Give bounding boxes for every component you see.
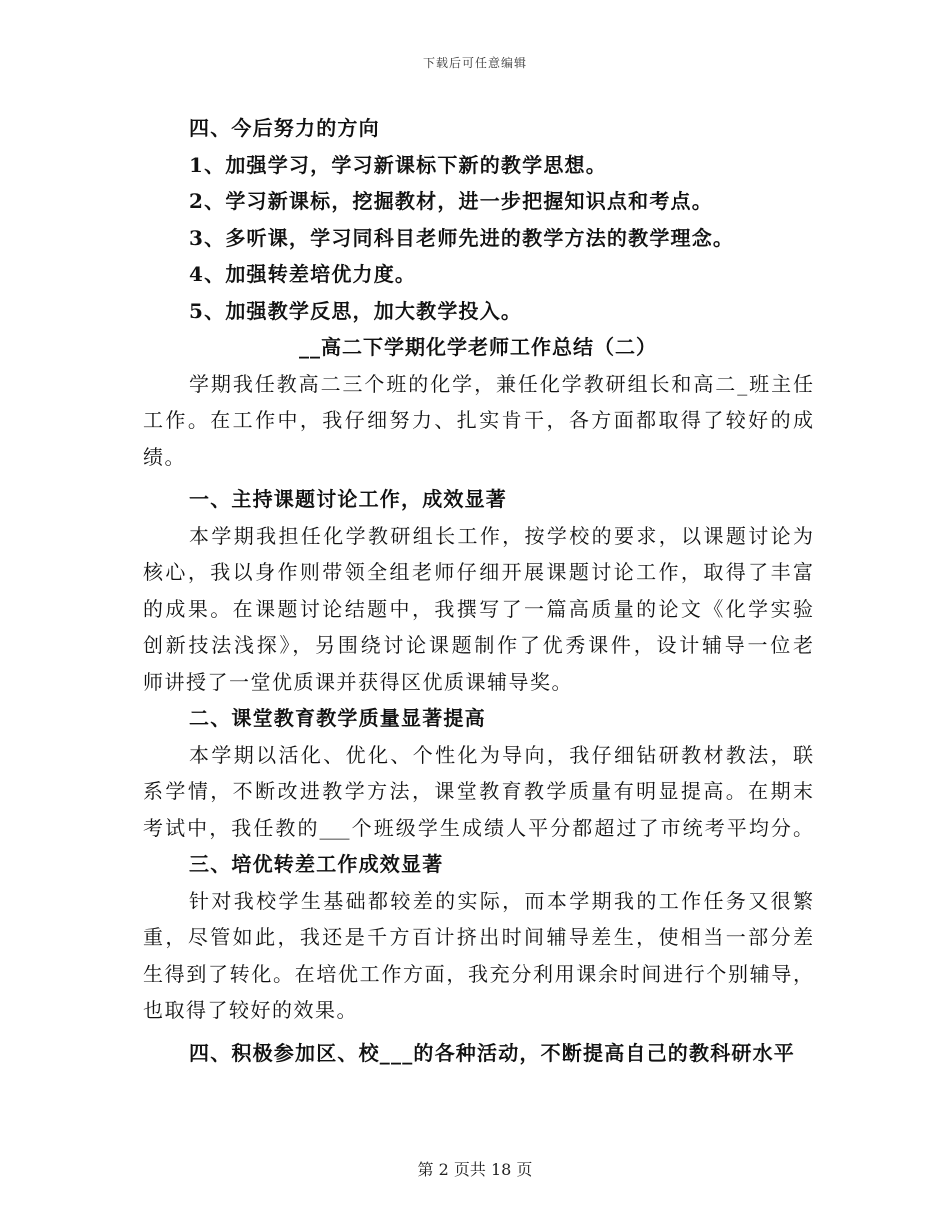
section-heading: 二、课堂教育教学质量显著提高 xyxy=(189,706,486,730)
paragraph-line: 重，尽管如此，我还是千方百计挤出时间辅导差生，使相当一部分差 xyxy=(143,925,813,949)
paragraph-line: 创新技法浅探》，另围绕讨论课题制作了优秀课件，设计辅导一位老 xyxy=(143,633,813,657)
document-title: __高二下学期化学老师工作总结（二） xyxy=(299,335,657,359)
page-number: 第 2 页共 18 页 xyxy=(417,1160,533,1179)
paragraph-line: 针对我校学生基础都较差的实际，而本学期我的工作任务又很繁 xyxy=(189,888,813,913)
section-heading: 三、培优转差工作成效显著 xyxy=(189,852,444,876)
paragraph-line: 生得到了转化。在培优工作方面，我充分利用课余时间进行个别辅导， xyxy=(143,961,813,986)
paragraph-line: 的成果。在课题讨论结题中，我撰写了一篇高质量的论文《化学实验 xyxy=(143,596,813,621)
paragraph-line: 学期我任教高二三个班的化学，兼任化学教研组长和高二_班主任 xyxy=(189,371,813,396)
section-heading: 四、今后努力的方向 xyxy=(189,116,380,140)
page-header-note: 下载后可任意编辑 xyxy=(422,56,527,70)
section-heading: 一、主持课题讨论工作，成效显著 xyxy=(189,487,507,511)
paragraph-line: 也取得了较好的效果。 xyxy=(143,998,358,1022)
list-item: 2、学习新课标，挖掘教材，进一步把握知识点和考点。 xyxy=(189,189,713,213)
paragraph-line: 工作。在工作中，我仔细努力、扎实肯干，各方面都取得了较好的成 xyxy=(143,408,813,432)
section-heading: 四、积极参加区、校___的各种活动，不断提高自己的教科研水平 xyxy=(189,1040,795,1065)
paragraph-line: 核心，我以身作则带领全组老师仔细开展课题讨论工作，取得了丰富 xyxy=(143,560,813,584)
paragraph-line: 本学期以活化、优化、个性化为导向，我仔细钻研教材教法，联 xyxy=(189,742,813,767)
list-item: 1、加强学习，学习新课标下新的教学思想。 xyxy=(189,152,607,177)
list-item: 4、加强转差培优力度。 xyxy=(189,262,417,286)
paragraph-line: 绩。 xyxy=(143,444,186,469)
paragraph-line: 本学期我担任化学教研组长工作，按学校的要求，以课题讨论为 xyxy=(189,523,813,548)
list-item: 3、多听课，学习同科目老师先进的教学方法的教学理念。 xyxy=(189,225,735,250)
paragraph-line: 师讲授了一堂优质课并获得区优质课辅导奖。 xyxy=(143,669,573,694)
document-body xyxy=(143,110,813,1071)
paragraph-line: 考试中，我任教的___个班级学生成绩人平分都超过了市统考平均分。 xyxy=(143,815,813,840)
paragraph-line: 系学情，不断改进教学方法，课堂教育教学质量有明显提高。在期末 xyxy=(143,779,813,803)
list-item: 5、加强教学反思，加大教学投入。 xyxy=(189,298,523,323)
